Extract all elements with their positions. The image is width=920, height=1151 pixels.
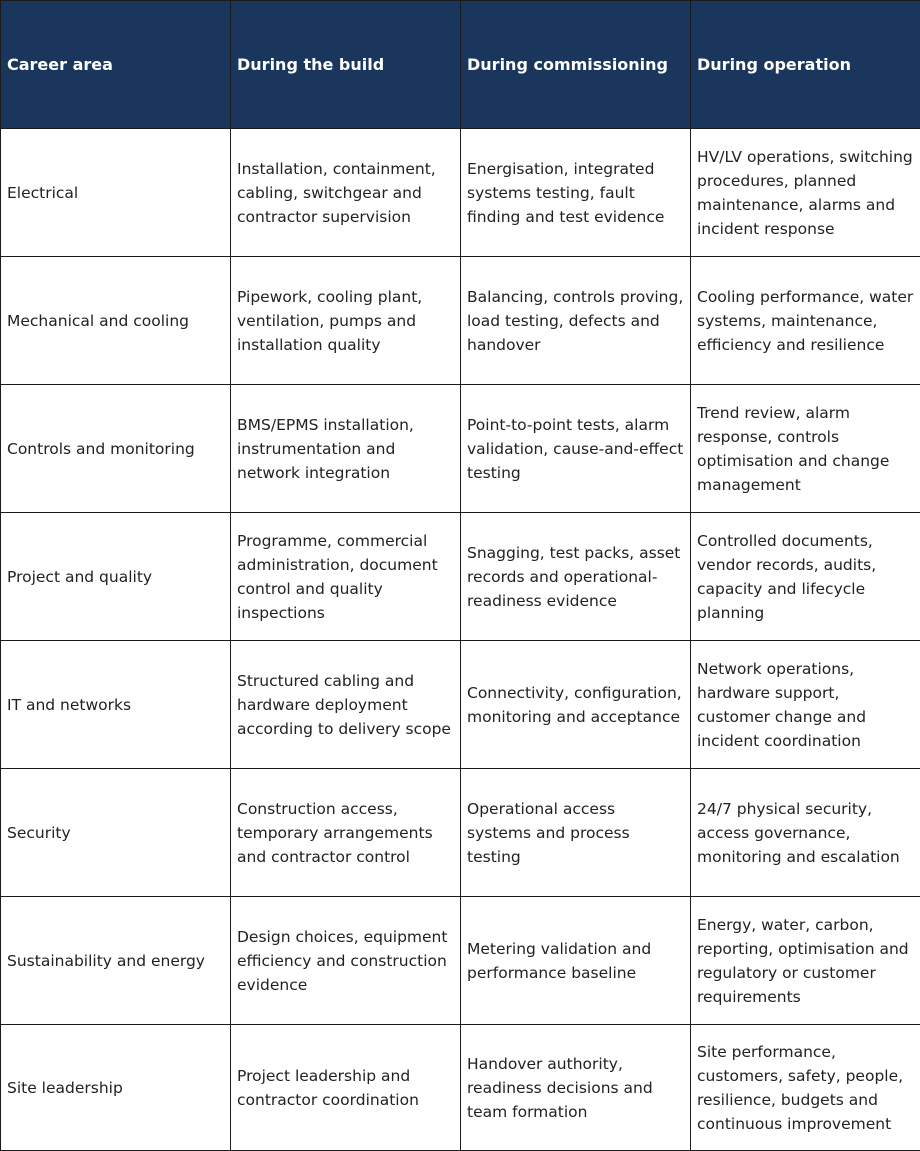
commissioning-cell: Balancing, controls proving, load testing, defects and handover: [461, 257, 691, 385]
table-row: [1, 513, 920, 641]
build-cell: BMS/EPMS installation, instrumentation and network integration: [231, 385, 461, 513]
career-area-cell: Electrical: [1, 129, 231, 257]
operation-cell: HV/LV operations, switching procedures, planned maintenance, alarms and incident response: [691, 129, 920, 257]
operation-cell: Network operations, hardware support, customer change and incident coordination: [691, 641, 920, 769]
operation-cell: Site performance, customers, safety, people, resilience, budgets and continuous improvement: [691, 1025, 920, 1151]
career-area-cell: Controls and monitoring: [1, 385, 231, 513]
operation-cell: Cooling performance, water systems, maintenance, efficiency and resilience: [691, 257, 920, 385]
header-career-area: Career area: [1, 1, 231, 129]
table-header: [1, 1, 920, 129]
operation-cell: Energy, water, carbon, reporting, optimisation and regulatory or customer requirements: [691, 897, 920, 1025]
career-area-cell: Sustainability and energy: [1, 897, 231, 1025]
commissioning-cell: Snagging, test packs, asset records and operational-readiness evidence: [461, 513, 691, 641]
build-cell: Design choices, equipment efficiency and construction evidence: [231, 897, 461, 1025]
commissioning-cell: Point-to-point tests, alarm validation, cause-and-effect testing: [461, 385, 691, 513]
career-area-cell: IT and networks: [1, 641, 231, 769]
operation-cell: Trend review, alarm response, controls optimisation and change management: [691, 385, 920, 513]
table-body: [1, 129, 920, 1151]
career-area-cell: Security: [1, 769, 231, 897]
career-area-cell: Project and quality: [1, 513, 231, 641]
career-area-cell: Site leadership: [1, 1025, 231, 1151]
table-row: [1, 257, 920, 385]
table-row: [1, 1025, 920, 1151]
header-during-build: During the build: [231, 1, 461, 129]
career-area-cell: Mechanical and cooling: [1, 257, 231, 385]
commissioning-cell: Energisation, integrated systems testing, fault finding and test evidence: [461, 129, 691, 257]
commissioning-cell: Metering validation and performance baseline: [461, 897, 691, 1025]
table-row: [1, 641, 920, 769]
build-cell: Project leadership and contractor coordination: [231, 1025, 461, 1151]
table-row: [1, 385, 920, 513]
build-cell: Structured cabling and hardware deployment according to delivery scope: [231, 641, 461, 769]
table-row: [1, 897, 920, 1025]
build-cell: Installation, containment, cabling, switchgear and contractor supervision: [231, 129, 461, 257]
table-row: [1, 129, 920, 257]
build-cell: Programme, commercial administration, document control and quality inspections: [231, 513, 461, 641]
commissioning-cell: Handover authority, readiness decisions and team formation: [461, 1025, 691, 1151]
operation-cell: Controlled documents, vendor records, audits, capacity and lifecycle planning: [691, 513, 920, 641]
table-row: [1, 769, 920, 897]
header-during-commissioning: During commissioning: [461, 1, 691, 129]
header-during-operation: During operation: [691, 1, 920, 129]
commissioning-cell: Operational access systems and process testing: [461, 769, 691, 897]
header-row: [1, 1, 920, 129]
build-cell: Pipework, cooling plant, ventilation, pumps and installation quality: [231, 257, 461, 385]
operation-cell: 24/7 physical security, access governance, monitoring and escalation: [691, 769, 920, 897]
commissioning-cell: Connectivity, configuration, monitoring and acceptance: [461, 641, 691, 769]
build-cell: Construction access, temporary arrangements and contractor control: [231, 769, 461, 897]
